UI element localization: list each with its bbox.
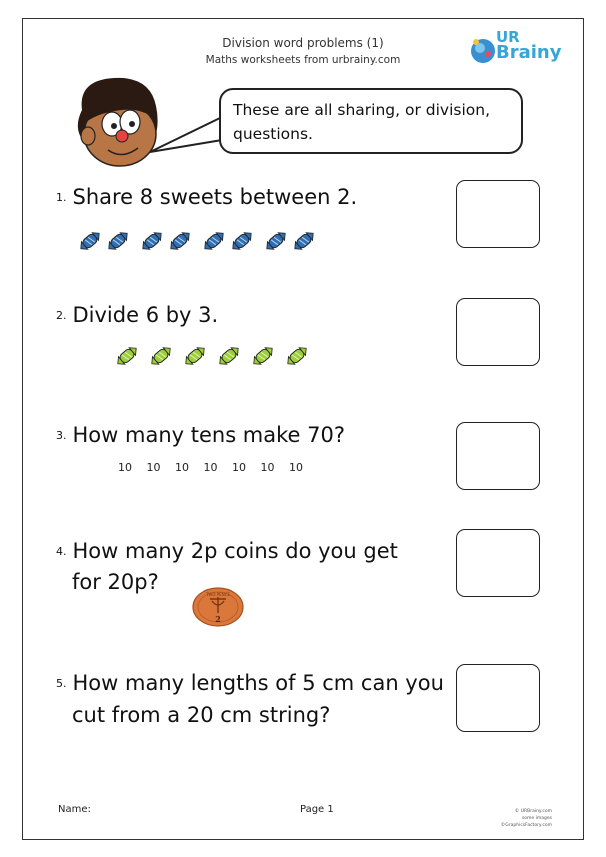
question-text: Share 8 sweets between 2. [72,185,358,209]
question-4-line-2: for 20p? [72,570,159,594]
credit-urbrainy: © URBrainy.com [514,809,552,814]
ten-label: 10 [203,461,218,474]
urbrainy-logo [468,28,564,74]
green-sweet-icon [285,340,309,372]
blue-sweet-icon [202,228,226,254]
green-sweet-icon [251,340,275,372]
answer-box-4[interactable] [456,529,540,597]
speech-bubble-tail [148,106,228,156]
ten-label: 10 [232,461,246,474]
question-text-line-1: How many 2p coins do you get [72,539,398,563]
question-number: 3. [56,429,67,442]
ten-label: 10 [289,461,303,474]
question-number: 5. [56,677,67,690]
green-sweet-icon [149,340,173,372]
green-sweet-icon [115,340,139,372]
blue-sweet-icon [292,228,316,254]
question-text-line-1: How many lengths of 5 cm can you [72,671,444,695]
question-4 [56,536,398,567]
speech-bubble: These are all sharing, or division, questions. [219,88,523,154]
question-3 [56,420,345,451]
blue-sweet-icon [264,228,288,254]
blue-sweet-icon [78,228,102,254]
blue-sweet-icon [140,228,164,254]
coin-top-text: TWO PENCE [205,592,231,597]
question-1 [56,182,357,213]
image-credits [470,808,552,829]
worksheet-title: Division word problems (1) [222,36,384,50]
ten-label: 10 [146,461,161,474]
page-number: Page 1 [300,804,334,815]
coin-value: 2 [215,614,221,624]
ten-label: 10 [118,461,132,474]
answer-box-3[interactable] [456,422,540,490]
question-number: 4. [56,545,67,558]
blue-sweet-icon [106,228,130,254]
logo-text-brainy: Brainy [496,42,562,63]
name-label: Name: [58,804,91,815]
question-5 [56,668,444,699]
question-number: 2. [56,309,67,322]
two-pence-coin-image [192,587,244,627]
question-number: 1. [56,191,67,204]
question-2 [56,300,218,331]
question-text: How many tens make 70? [72,423,346,447]
worksheet-subtitle: Maths worksheets from urbrainy.com [205,54,401,66]
green-sweet-icon [217,340,241,372]
answer-box-2[interactable] [456,298,540,366]
sweets-row-green [115,340,319,372]
ten-label: 10 [260,461,275,474]
blue-sweet-icon [230,228,254,254]
green-sweet-icon [183,340,207,372]
answer-box-5[interactable] [456,664,540,732]
question-text: Divide 6 by 3. [72,303,219,327]
question-5-line-2: cut from a 20 cm string? [72,703,331,727]
logo-text-ur: UR [496,28,520,46]
ten-label: 10 [175,461,189,474]
sweets-row-blue [78,228,326,254]
blue-sweet-icon [168,228,192,254]
globe-icon [468,36,498,66]
tens-row [118,461,318,474]
credit-graphicsfactory: some images ©GraphicsFactory.com [500,816,552,828]
answer-box-1[interactable] [456,180,540,248]
